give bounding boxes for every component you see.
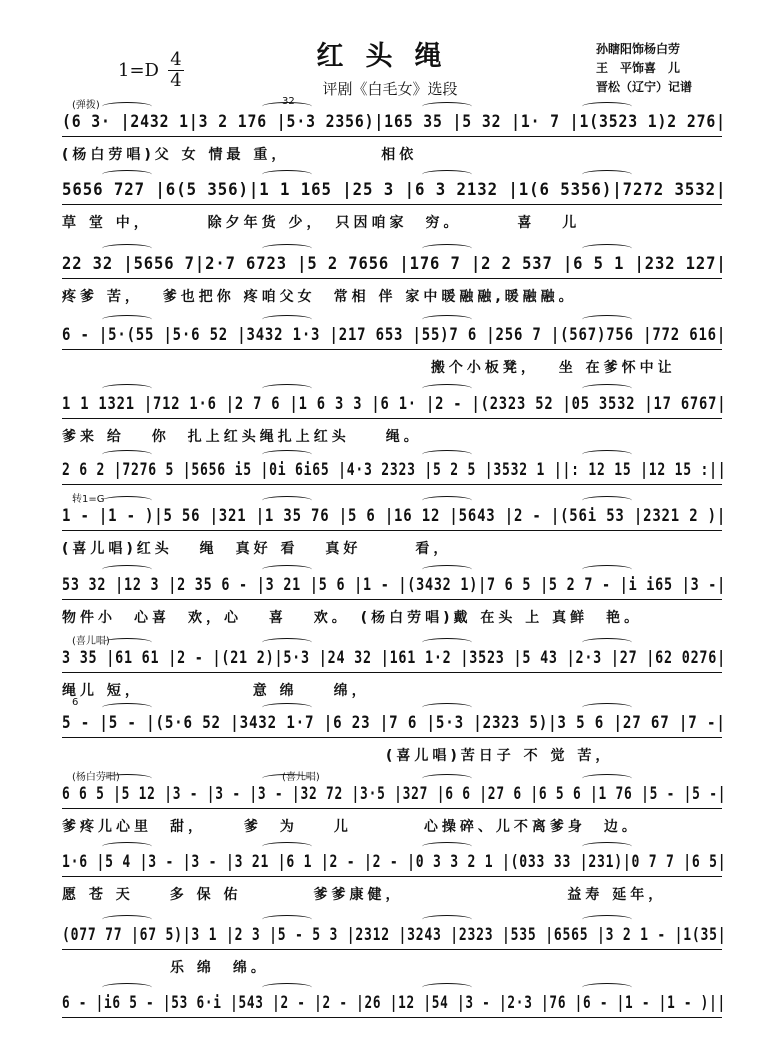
slur-mark (262, 244, 312, 253)
slur-mark (422, 703, 472, 712)
notation-line: 6 - |5·(55 |5·6 52 |3432 1·3 |217 653 |55)7 6 |256 7 |(567)756 |772 616| (62, 325, 727, 345)
slur-mark (582, 315, 632, 324)
lyric-line: 草 堂 中， 除夕年货 少， 只因咱家 穷。 喜 儿 (62, 215, 581, 231)
score-row (62, 575, 726, 641)
slur-mark (422, 384, 472, 393)
slur-mark (102, 915, 152, 924)
lyric-line: (杨白劳唱)父 女 情最 重， 相依 (62, 147, 418, 163)
lyric-line: 搬个小板凳， 坐 在爹怀中让 (62, 360, 676, 376)
time-signature (168, 50, 184, 91)
credits (596, 40, 692, 97)
beam-line (62, 737, 722, 738)
notation-line: (6 3· |2432 1|3 2 176 |5·3 2356)|165 35 |5 32 |1· 7 |1(3523 1)2 276| (62, 112, 726, 132)
credit-line: 孙瞎阳饰杨白劳 (596, 42, 681, 56)
slur-mark (422, 565, 472, 574)
notation-line: (077 77 |67 5)|3 1 |2 3 |5 - 5 3 |2312 |3243 |2323 |535 |6565 |3 2 1 - |1(35| (62, 925, 727, 945)
slur-mark (582, 102, 632, 111)
beam-line (62, 1017, 722, 1018)
beam-line (62, 349, 722, 350)
slur-mark (582, 915, 632, 924)
slur-mark (102, 450, 152, 459)
song-title: 红头绳 (316, 41, 464, 72)
slur-mark (102, 496, 152, 505)
slur-mark (262, 638, 312, 647)
slur-mark (262, 315, 312, 324)
beam-line (62, 204, 722, 205)
slur-mark (422, 638, 472, 647)
slur-mark (262, 170, 312, 179)
slur-mark (582, 983, 632, 992)
slur-mark (262, 384, 312, 393)
slur-mark (422, 450, 472, 459)
slur-mark (582, 496, 632, 505)
score-row (62, 180, 726, 246)
slur-mark (102, 842, 152, 851)
slur-mark (582, 638, 632, 647)
notation-line: 2 6 2 |7276 5 |5656 i5 |0i 6i65 |4·3 2323 |5 2 5 |3532 1 ||: 12 15 |12 15 :|| (62, 460, 727, 480)
slur-mark (582, 774, 632, 783)
beam-line (62, 599, 722, 600)
notation-line: 53 32 |12 3 |2 35 6 - |3 21 |5 6 |1 - |(3432 1)|7 6 5 |5 2 7 - |i i65 |3 -| (62, 575, 726, 595)
slur-mark (422, 102, 472, 111)
score-row (62, 394, 726, 460)
performance-annotation: (喜儿唱) (282, 772, 320, 783)
slur-mark (422, 842, 472, 851)
score-row (62, 925, 726, 991)
notation-line: 5656 727 |6(5 356)|1 1 165 |25 3 |6 3 2132 |1(6 5356)|7272 3532| (62, 180, 727, 200)
lyric-line: 绳儿 短， 意 绵 绵， (62, 683, 370, 699)
lyric-line: 愿 苍 天 多 保 佑 爹爹康健， 益寿 延年， (62, 887, 667, 903)
notation-line: 1 - |1 - )|5 56 |321 |1 35 76 |5 6 |16 12 |5643 |2 - |(56i 53 |2321 2 )| (62, 506, 727, 526)
meter-bottom: 4 (170, 70, 182, 91)
slur-mark (262, 703, 312, 712)
score-row (62, 254, 726, 320)
beam-line (62, 876, 722, 877)
slur-mark (422, 170, 472, 179)
slur-mark (262, 842, 312, 851)
slur-mark (102, 703, 152, 712)
score-row (62, 993, 726, 1059)
slur-mark (422, 983, 472, 992)
score-row (62, 697, 726, 779)
performance-annotation: 32 (282, 96, 295, 107)
slur-mark (262, 983, 312, 992)
slur-mark (422, 496, 472, 505)
lyric-line: 爹疼儿心里 甜， 爹 为 儿 心操碎、儿不离爹身 边。 (62, 819, 640, 835)
key-signature: 1=D (118, 60, 159, 81)
slur-mark (102, 102, 152, 111)
beam-line (62, 278, 722, 279)
slur-mark (582, 703, 632, 712)
slur-mark (582, 244, 632, 253)
score-row (62, 96, 726, 178)
lyric-line: 疼爹 苦， 爹也把你 疼咱父女 常相 伴 家中暖融融,暖融融。 (62, 289, 577, 305)
notation-line: 1 1 1321 |712 1·6 |2 7 6 |1 6 3 3 |6 1· |2 - |(2323 52 |05 3532 |17 6767| (62, 394, 727, 414)
notation-line: 6 - |i6 5 - |53 6·i |543 |2 - |2 - |26 |12 |54 |3 - |2·3 |76 |6 - |1 - |1 - )|| (62, 993, 726, 1013)
meter-top: 4 (170, 49, 182, 70)
slur-mark (422, 915, 472, 924)
performance-annotation: (弹拨) (72, 100, 100, 111)
lyric-line: 物件小 心喜 欢，心 喜 欢。 (杨白劳唱)戴 在头 上 真鲜 艳。 (62, 610, 643, 626)
beam-line (62, 949, 722, 950)
slur-mark (262, 915, 312, 924)
slur-mark (582, 450, 632, 459)
beam-line (62, 808, 722, 809)
lyric-line: 乐 绵 绵。 (62, 960, 269, 976)
performance-annotation: 转1=G (72, 494, 105, 505)
beam-line (62, 530, 722, 531)
slur-mark (422, 774, 472, 783)
lyric-line: (喜儿唱)苦日子 不 觉 苦， (62, 748, 614, 764)
credit-line: 王 平饰喜 儿 (596, 61, 681, 75)
beam-line (62, 484, 722, 485)
slur-mark (422, 244, 472, 253)
lyric-line: (喜儿唱)红头 绳 真好 看 真好 看， (62, 541, 452, 557)
slur-mark (262, 450, 312, 459)
credit-line: 晋松（辽宁）记谱 (596, 80, 693, 94)
score-row (62, 852, 726, 918)
slur-mark (422, 315, 472, 324)
performance-annotation: (杨白劳唱) (72, 772, 120, 783)
slur-mark (102, 170, 152, 179)
slur-mark (582, 565, 632, 574)
notation-line: 3 35 |61 61 |2 - |(21 2)|5·3 |24 32 |161 1·2 |3523 |5 43 |2·3 |27 |62 0276| (62, 648, 726, 668)
beam-line (62, 136, 722, 137)
performance-annotation: (喜儿唱) (72, 636, 110, 647)
score-row (62, 772, 727, 850)
slur-mark (582, 842, 632, 851)
notation-line: 5 - |5 - |(5·6 52 |3432 1·7 |6 23 |7 6 |5·3 |2323 5)|3 5 6 |27 67 |7 -| (62, 713, 726, 733)
performance-annotation: 6 (72, 697, 79, 708)
notation-line: 22 32 |5656 7|2·7 6723 |5 2 7656 |176 7 |2 2 537 |6 5 1 |232 127| (62, 254, 727, 274)
slur-mark (102, 315, 152, 324)
beam-line (62, 672, 722, 673)
lyric-line: 爹来 给 你 扎上红头绳扎上红头 绳。 (62, 429, 422, 445)
slur-mark (582, 384, 632, 393)
slur-mark (102, 983, 152, 992)
score-row (62, 325, 726, 391)
slur-mark (102, 384, 152, 393)
slur-mark (102, 244, 152, 253)
slur-mark (582, 170, 632, 179)
slur-mark (102, 565, 152, 574)
notation-line: 6 6 5 |5 12 |3 - |3 - |3 - |32 72 |3·5 |327 |6 6 |27 6 |6 5 6 |1 76 |5 - |5 -| (62, 784, 727, 804)
slur-mark (262, 496, 312, 505)
score-row (62, 494, 727, 572)
beam-line (62, 418, 722, 419)
slur-mark (262, 565, 312, 574)
notation-line: 1·6 |5 4 |3 - |3 - |3 21 |6 1 |2 - |2 - |0 3 3 2 1 |(033 33 |231)|0 7 7 |6 5| (62, 852, 727, 872)
song-subtitle: 评剧《白毛女》选段 (322, 80, 458, 98)
